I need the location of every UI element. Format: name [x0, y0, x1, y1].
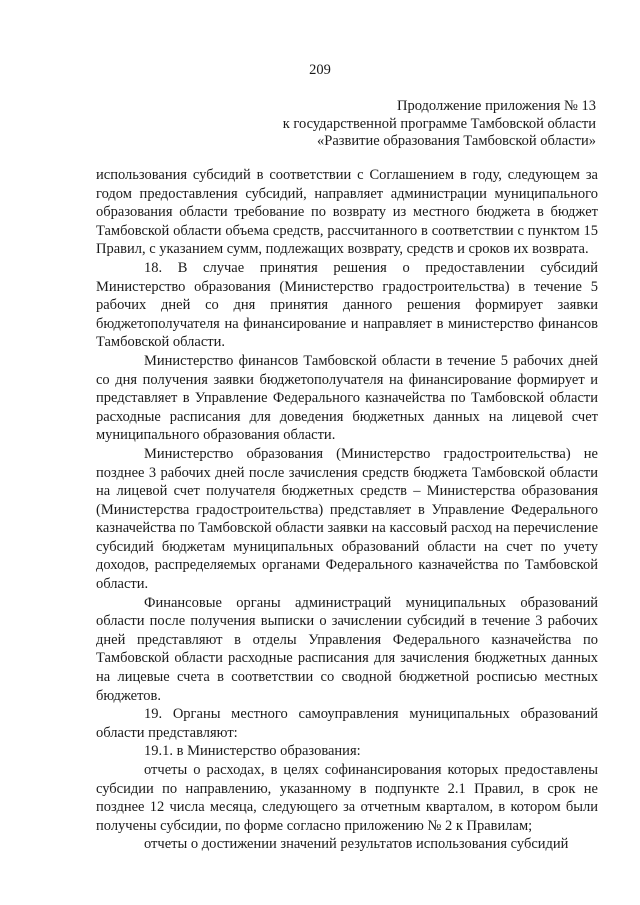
page-number: 209 [309, 62, 331, 78]
appendix-line-3: «Развитие образования Тамбовской области» [317, 133, 596, 149]
paragraph-continuation: использования субсидий в соответствии с Соглашением в году, следующем за годом предоставления субсидий, направляет администрации муниципального образования области требование по возврату из местного бюджета в бюджет Тамбовской области объема средств, рассчитанного в соответствии с пунктом 15 Правил, с указанием сумм, подлежащих возврату, средств и сроков их возврата. [96, 167, 598, 258]
paragraph-18: 18. В случае принятия решения о предоставлении субсидий Министерство образования (Министерство градостроительства) в течение 5 рабочих дней со дня принятия данного решения формирует заявки бюджетополучателя на финансирование и направляет в министерство финансов Тамбовской области. [96, 259, 598, 351]
paragraph-expense-reports: отчеты о расходах, в целях софинансирования которых предоставлены субсидии по направлению, указанному в подпункте 2.1 Правил, в срок не позднее 12 числа месяца, следующего за отчетным кварталом, в котором были получены субсидии, по форме согласно приложению № 2 к Правилам; [96, 762, 598, 834]
paragraph-19: 19. Органы местного самоуправления муниципальных образований области представляют: [96, 706, 598, 741]
paragraph-ministry-education: Министерство образования (Министерство градостроительства) не позднее 3 рабочих дней после зачисления средств бюджета Тамбовской области на лицевой счет получателя бюджетных средств – Министерства образования (Министерства градостроительства) представляет в Управление Федерального казначейства по Тамбовской области заявки на кассовый расход на перечисление субсидий бюджетам муниципальных образований области на счет по учету доходов, распределяемых органами Федерального казначейства по Тамбовской области. [96, 445, 598, 593]
paragraph-results-reports: отчеты о достижении значений результатов использования субсидий [144, 836, 569, 853]
paragraph-19-1: 19.1. в Министерство образования: [144, 743, 361, 760]
paragraph-financial-bodies: Финансовые органы администраций муниципальных образований области после получения выписки о зачислении субсидий в течение 3 рабочих дней представляют в отделы Управления Федерального казначейства по Тамбовской области расходные расписания для зачисления бюджетных данных на лицевые счета в соответствии со сводной бюджетной росписью местных бюджетов. [96, 594, 598, 704]
document-body [96, 166, 598, 854]
appendix-line-2: к государственной программе Тамбовской области [282, 115, 596, 132]
appendix-line-1: Продолжение приложения № 13 [397, 98, 596, 114]
paragraph-ministry-finance: Министерство финансов Тамбовской области в течение 5 рабочих дней со дня получения заявки бюджетополучателя на финансирование формирует и представляет в Управление Федерального казначейства по Тамбовской области расходные расписания для доведения бюджетных данных на лицевой счет муниципального образования области. [96, 352, 598, 444]
appendix-header [283, 98, 596, 151]
